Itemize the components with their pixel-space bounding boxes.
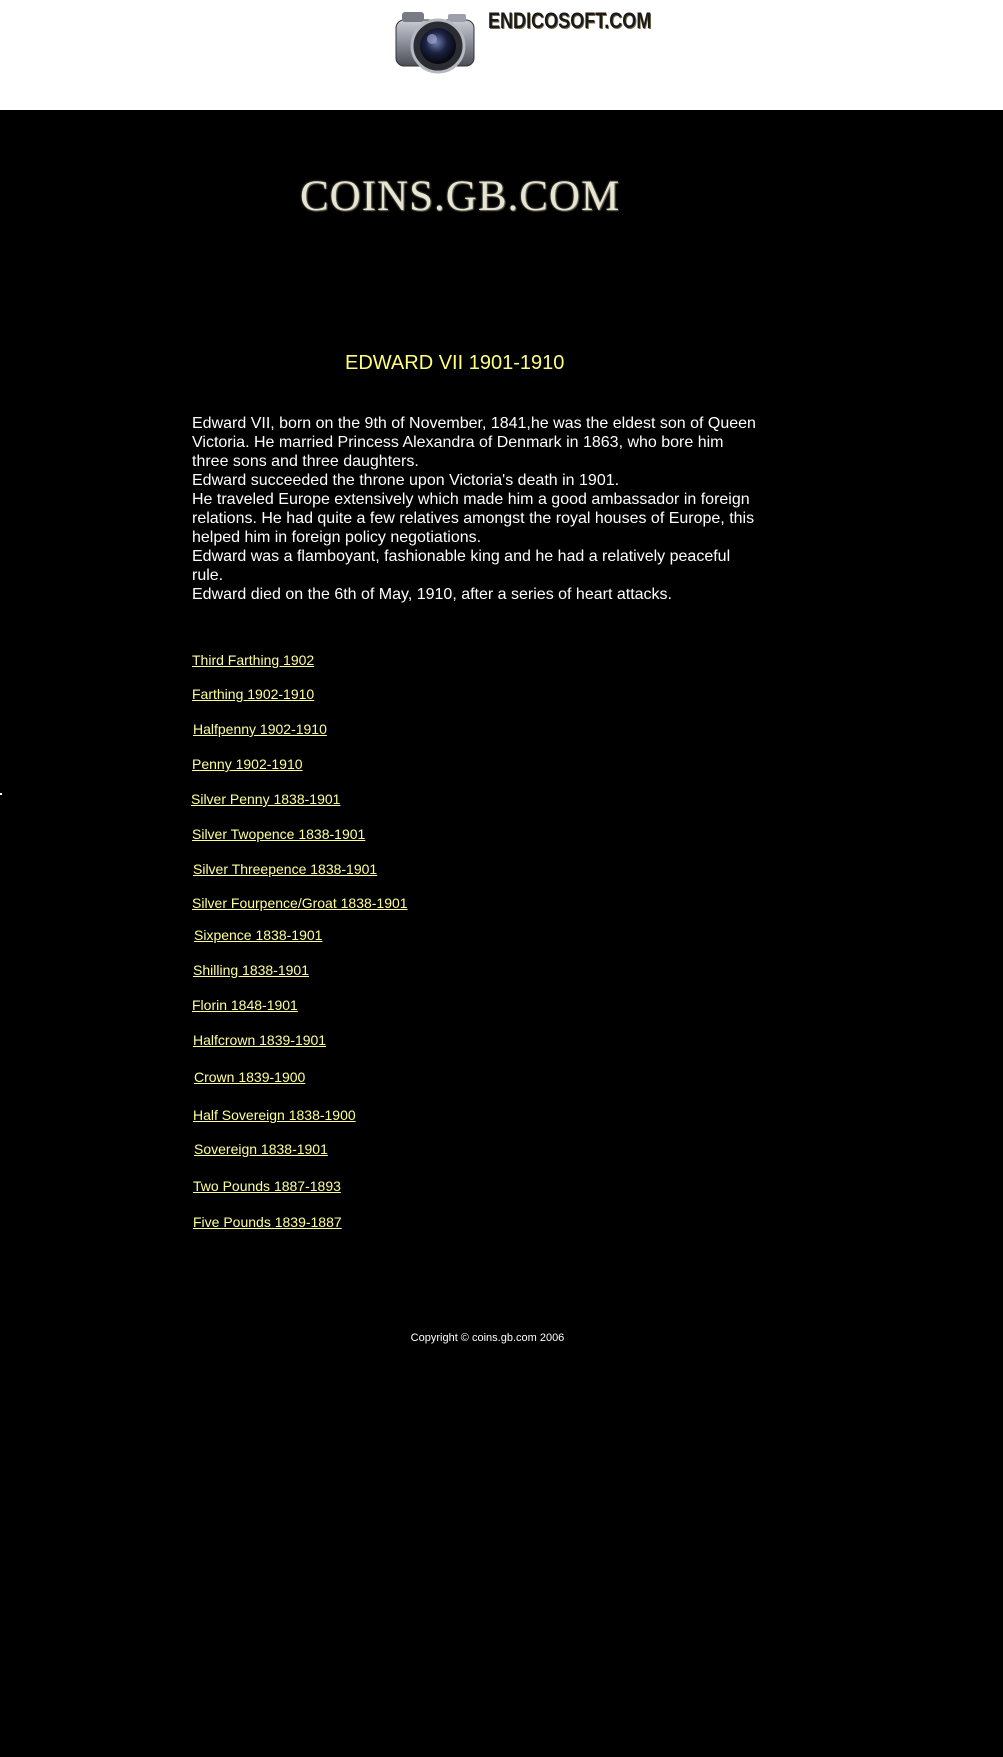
link-halfcrown[interactable]: Halfcrown 1839-1901	[193, 1032, 327, 1048]
intro-line: Edward was a flamboyant, fashionable king and he had a relatively peaceful rule.	[192, 548, 731, 584]
copyright-text: Copyright © coins.gb.com 2006	[410, 1332, 565, 1344]
camera-icon	[392, 6, 480, 78]
intro-line: Edward VII, born on the 9th of November, 1841,he was the eldest son of Queen Victoria. He married Princess Alexandra of Denmark in 1863, who bore him three sons and three daughters.	[192, 415, 756, 470]
link-sixpence[interactable]: Sixpence 1838-1901	[194, 927, 323, 943]
intro-line: He traveled Europe extensively which made him a good ambassador in foreign relations. He had quite a few relatives amongst the royal houses of Europe, this helped him in foreign policy negotiations.	[192, 491, 755, 546]
link-sovereign[interactable]: Sovereign 1838-1901	[194, 1141, 328, 1157]
link-half-sovereign[interactable]: Half Sovereign 1838-1900	[193, 1107, 356, 1123]
endicosoft-banner[interactable]	[0, 0, 1003, 110]
link-silver-threepence[interactable]: Silver Threepence 1838-1901	[193, 861, 378, 877]
link-two-pounds[interactable]: Two Pounds 1887-1893	[193, 1178, 341, 1194]
intro-line: Edward succeeded the throne upon Victoria's death in 1901.	[192, 472, 620, 489]
intro-text	[192, 414, 762, 604]
link-florin[interactable]: Florin 1848-1901	[192, 997, 298, 1013]
link-crown[interactable]: Crown 1839-1900	[194, 1069, 306, 1085]
stray-pixel-mark	[0, 793, 2, 795]
site-logo: COINS.GB.COM	[300, 173, 621, 220]
link-silver-fourpence-groat[interactable]: Silver Fourpence/Groat 1838-1901	[192, 895, 408, 911]
link-silver-penny[interactable]: Silver Penny 1838-1901	[191, 791, 341, 807]
link-penny[interactable]: Penny 1902-1910	[192, 756, 303, 772]
intro-line: Edward died on the 6th of May, 1910, after a series of heart attacks.	[192, 586, 672, 603]
link-shilling[interactable]: Shilling 1838-1901	[193, 962, 309, 978]
link-silver-twopence[interactable]: Silver Twopence 1838-1901	[192, 826, 366, 842]
link-farthing[interactable]: Farthing 1902-1910	[192, 686, 315, 702]
link-halfpenny[interactable]: Halfpenny 1902-1910	[193, 721, 327, 737]
link-five-pounds[interactable]: Five Pounds 1839-1887	[193, 1214, 342, 1230]
link-third-farthing[interactable]: Third Farthing 1902	[192, 652, 315, 668]
page-heading: EDWARD VII 1901-1910	[345, 352, 565, 374]
endicosoft-logo-text: ENDICOSOFT.COM	[488, 8, 652, 33]
